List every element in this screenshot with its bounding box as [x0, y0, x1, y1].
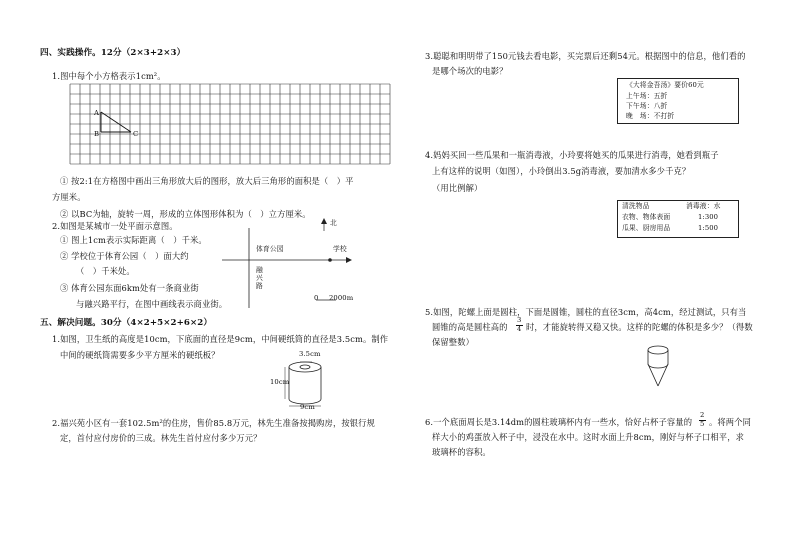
problem-6-line2: 样大小的鸡蛋放入杯子中，浸没在水中。这时水面上升8cm，刚好与杯子口相平，求 [432, 432, 744, 442]
spinning-top-figure[interactable] [644, 344, 674, 390]
movie-price-box [617, 78, 739, 124]
problem-5-line2-a: 圆锥的高是圆柱高的 [432, 322, 508, 332]
table-header-ratio: 消毒液：水 [686, 202, 721, 210]
fraction-3-numerator: 3 [517, 316, 522, 324]
disinfectant-table [617, 200, 739, 238]
problem-5-line3: 保留整数） [432, 337, 474, 347]
table-header-item: 清洗物品 [622, 202, 650, 210]
problem-3: 3.聪聪和明明带了150元钱去看电影，买完票后还剩54元。根据图中的信息，他们看的 [425, 51, 746, 61]
ew-axis-arrow [346, 257, 352, 263]
problem-4-note: （用比例解） [432, 183, 483, 193]
problem-5: 5.如图，陀螺上面是圆柱，下面是圆锥，圆柱的直径3cm，高4cm，经过测试，只有当 [425, 307, 747, 317]
scale-end: 2000m [329, 294, 354, 302]
problem-3-cont: 是哪个场次的电影？ [432, 66, 508, 76]
problem-4: 4.妈妈买回一些瓜果和一瓶消毒液，小玲要将她买的瓜果进行消毒，她看到瓶子 [425, 150, 719, 160]
vertex-a-label: A [94, 109, 100, 117]
school-dot [328, 258, 332, 262]
question-2: 2.如图是某城市一处平面示意图。 [52, 221, 178, 231]
cylinder-bottom [648, 364, 668, 368]
problem-5-line2-b: 时，才能旋转得又稳又快。这样的陀螺的体积是多少？（得数 [526, 322, 753, 332]
table-row2-item: 瓜果、厨房用品 [622, 224, 671, 232]
question-1-part-1-cont: 方厘米。 [52, 192, 86, 202]
question-1-part-1: ① 按2:1在方格图中画出三角形放大后的图形，放大后三角形的面积是（ ）平 [60, 176, 354, 186]
school-label: 学校 [333, 245, 347, 253]
tube-top [300, 365, 310, 369]
problem-1: 1.如图，卫生纸的高度是10cm，下底面的直径是9cm，中间硬纸筒的直径是3.5cm。制作 [52, 334, 389, 344]
problem-2: 2.福兴苑小区有一套102.5m²的住房，售价85.8万元，林先生准备按揭购房，按银行规 [52, 418, 375, 428]
question-1: 1.图中每个小方格表示1cm²。 [52, 71, 166, 81]
question-1-part-2: ② 以BC为轴，旋转一周，形成的立体图形体积为（ ）立方厘米。 [60, 209, 311, 219]
cylinder-top [648, 346, 668, 354]
problem-6-line1-a: 6.一个底面周长是3.14dm的圆柱玻璃杯内有一些水，恰好占杯子容量的 [425, 417, 693, 427]
road-label: 融兴路 [256, 266, 263, 290]
question-2-part-3: ③ 体育公园东面6km处有一条商业街 [60, 283, 199, 293]
scale-zero: 0 [314, 294, 319, 302]
vertex-c-label: C [133, 130, 139, 138]
fraction-2-numerator: 2 [700, 411, 705, 419]
evening-discount: 晚 场：不打折 [626, 112, 675, 120]
roll-top-label: 3.5cm [299, 350, 321, 358]
morning-discount: 上午场：五折 [626, 92, 668, 100]
question-2-part-2: ② 学校位于体育公园（ ）面大约 [60, 251, 189, 261]
problem-4-cont: 上有这样的说明（如图），小玲倒出3.5g消毒液，要加清水多少千克？ [432, 166, 691, 176]
question-2-part-3-cont: 与融兴路平行，在图中画线表示商业街。 [76, 299, 228, 309]
question-2-part-2-cont: （ ）千米处。 [76, 266, 135, 276]
problem-6-line1-b: 。将两个同 [709, 417, 751, 427]
question-2-part-1: ① 图上1cm表示实际距离（ ）千米。 [60, 235, 207, 245]
table-row2-ratio: 1:500 [698, 224, 719, 232]
vertex-b-label: B [94, 130, 100, 138]
problem-6-line3: 玻璃杯的容积。 [432, 447, 491, 457]
problem-2-cont: 定，首付应付房价的三成。林先生首付应付多少万元？ [60, 433, 262, 443]
fraction-2-denominator: 5 [700, 420, 705, 428]
fraction-3-denominator: 4 [517, 325, 522, 333]
afternoon-discount: 下午场：八折 [626, 102, 668, 110]
roll-height-label: 10cm [270, 378, 290, 386]
north-arrow-head [321, 218, 327, 224]
table-row1-item: 衣物、物体表面 [622, 213, 671, 221]
north-label: 北 [330, 219, 337, 227]
table-row1-ratio: 1:300 [698, 213, 719, 221]
section5-heading: 五、解决问题。30分（4×2+5×2+6×2） [40, 318, 213, 328]
problem-1-cont: 中间的硬纸筒需要多少平方厘米的硬纸板？ [60, 350, 220, 360]
roll-top [289, 362, 321, 372]
section4-heading: 四、实践操作。12分（2×3+2×3） [40, 48, 186, 58]
square-grid[interactable] [70, 84, 390, 166]
roll-bottom-label: 9cm [300, 403, 315, 411]
park-label: 体育公园 [256, 245, 284, 253]
movie-title: 《大将金吾汤》要价60元 [626, 81, 704, 89]
triangle-side-ac [101, 112, 131, 132]
